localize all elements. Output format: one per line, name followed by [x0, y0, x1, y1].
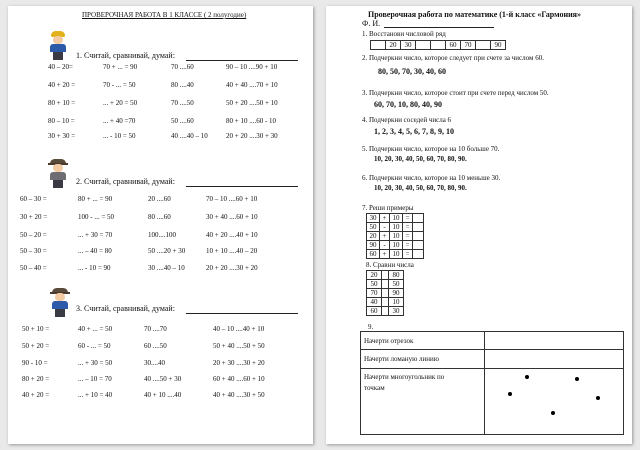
- grid-cell: 50 + 10 =: [22, 325, 50, 333]
- example-cell: 60: [367, 250, 380, 259]
- q6-answer: 10, 20, 30, 40, 50, 60, 70, 80, 90.: [374, 184, 467, 192]
- number-cell: 30: [401, 41, 416, 50]
- worksheet-page-2: [326, 6, 632, 444]
- compare-cell: 50: [389, 280, 404, 289]
- answer-line: [186, 313, 298, 314]
- grid-cell: 80 ....40: [171, 81, 194, 89]
- example-cell: =: [403, 232, 413, 241]
- sign-cell[interactable]: [382, 307, 389, 316]
- grid-cell: 70 – 10 ....60 + 10: [206, 195, 258, 203]
- grid-cell: 40 – 20=: [48, 63, 73, 71]
- q1-prompt: 1. Восстанови числовой ряд: [362, 30, 446, 38]
- grid-cell: 80 + 10 ....60 - 10: [226, 117, 277, 125]
- example-cell: =: [403, 214, 413, 223]
- grid-cell: 50 – 30 =: [20, 247, 47, 255]
- grid-cell: 50 + 40 ....50 + 50: [213, 342, 265, 350]
- task2-heading: 2. Считай, сравнивай, думай:: [76, 177, 175, 186]
- boy-icon: [50, 288, 70, 318]
- grid-cell: 70 ....70: [144, 325, 167, 333]
- grid-cell: 30 + 40 ....60 + 10: [206, 213, 258, 221]
- point-dot: [575, 377, 579, 381]
- answer-line: [186, 60, 298, 61]
- task1-heading: 1. Считай, сравнивай, думай:: [76, 51, 175, 60]
- number-cell: [416, 41, 431, 50]
- point-dot: [551, 411, 555, 415]
- drawing-task-label: Начерти ломаную линию: [361, 350, 485, 369]
- task3-heading: 3. Считай, сравнивай, думай:: [76, 304, 175, 313]
- compare-table: [366, 270, 404, 316]
- grid-cell: 60 ....50: [144, 342, 167, 350]
- grid-cell: ... - 10 = 90: [78, 264, 111, 272]
- drawing-task-label: Начерти отрезок: [361, 332, 485, 350]
- example-cell: 50: [367, 223, 380, 232]
- compare-cell: 80: [389, 271, 404, 280]
- compare-cell: 20: [367, 271, 382, 280]
- q9-prompt: 9.: [368, 323, 374, 331]
- grid-cell: 40 ....40 – 10: [171, 132, 208, 140]
- example-cell: 10: [390, 250, 403, 259]
- grid-cell: 70 ....60: [171, 63, 194, 71]
- grid-cell: 40 ....50 + 30: [144, 375, 182, 383]
- number-cell: [371, 41, 386, 50]
- grid-cell: 100....100: [148, 231, 176, 239]
- grid-cell: 60 - ... = 50: [78, 342, 111, 350]
- example-cell: 10: [390, 223, 403, 232]
- grid-cell: 40 + 40 ....30 + 50: [213, 391, 265, 399]
- example-cell: +: [380, 214, 390, 223]
- boy-icon: [48, 31, 68, 61]
- drawing-area-with-dots[interactable]: [485, 369, 624, 435]
- grid-cell: 60 + 40 ....60 + 10: [213, 375, 265, 383]
- grid-cell: 40 – 10 ....40 + 10: [213, 325, 265, 333]
- grid-cell: 10 + 10 ....40 – 20: [206, 247, 258, 255]
- drawing-task-label-line: Начерти многоугольник по: [364, 373, 445, 381]
- worksheet-page-1: [8, 6, 313, 444]
- grid-cell: ... – 40 = 80: [78, 247, 112, 255]
- grid-cell: 80 – 10 =: [48, 117, 75, 125]
- compare-cell: 30: [389, 307, 404, 316]
- drawing-task-label: [361, 369, 485, 435]
- grid-cell: ... – 10 = 70: [78, 375, 112, 383]
- q4-answer: 1, 2, 3, 4, 5, 6, 7, 8, 9, 10: [374, 127, 454, 136]
- grid-cell: ... + 30 = 70: [78, 231, 113, 239]
- grid-cell: 60 – 30 =: [20, 195, 47, 203]
- grid-cell: ... - 10 = 50: [103, 132, 136, 140]
- sign-cell[interactable]: [382, 289, 389, 298]
- q8-prompt: 8. Сравни числа: [366, 261, 414, 269]
- grid-cell: 80 ....60: [148, 213, 171, 221]
- grid-cell: 20 + 20 ....30 + 20: [206, 264, 258, 272]
- compare-cell: 50: [367, 280, 382, 289]
- grid-cell: 20 + 30 ....30 + 20: [213, 359, 265, 367]
- q3-prompt: 3. Подчеркни число, которое стоит при счете перед числом 50.: [362, 89, 549, 97]
- example-cell: +: [380, 232, 390, 241]
- sign-cell[interactable]: [382, 271, 389, 280]
- q6-prompt: 6. Подчеркни число, которое на 10 меньше 30.: [362, 174, 501, 182]
- answer-line: [186, 186, 298, 187]
- number-cell: 90: [491, 41, 506, 50]
- answer-cell[interactable]: [413, 250, 424, 259]
- grid-cell: 50 + 20 ....50 + 10: [226, 99, 278, 107]
- grid-cell: 80 + ... = 90: [78, 195, 113, 203]
- grid-cell: ... + 40 =70: [103, 117, 136, 125]
- grid-cell: 30 + 30 =: [48, 132, 76, 140]
- drawing-table: [360, 331, 624, 435]
- q7-prompt: 7. Реши примеры: [362, 204, 414, 212]
- grid-cell: 90 – 10 ....90 + 10: [226, 63, 278, 71]
- name-line: [384, 27, 494, 28]
- compare-cell: 70: [367, 289, 382, 298]
- example-cell: =: [403, 250, 413, 259]
- grid-cell: 70 ....50: [171, 99, 194, 107]
- grid-cell: ... + 30 = 50: [78, 359, 113, 367]
- example-cell: 10: [390, 232, 403, 241]
- grid-cell: 30 ....40 – 10: [148, 264, 185, 272]
- example-cell: -: [380, 223, 390, 232]
- grid-cell: 40 + 40 ....70 + 10: [226, 81, 278, 89]
- drawing-area[interactable]: [485, 332, 624, 350]
- q4-prompt: 4. Подчеркни соседей числа 6: [362, 116, 452, 124]
- grid-cell: 50 ....20 + 30: [148, 247, 186, 255]
- point-dot: [525, 375, 529, 379]
- number-cell: 60: [446, 41, 461, 50]
- page2-title: Проверочная работа по математике (1-й класс «Гармония»: [368, 10, 582, 19]
- grid-cell: 50 + 20 =: [22, 342, 50, 350]
- boy-icon: [48, 159, 68, 189]
- grid-cell: 70 - ... = 50: [103, 81, 136, 89]
- compare-cell: 90: [389, 289, 404, 298]
- grid-cell: 50 ....60: [171, 117, 194, 125]
- example-cell: -: [380, 241, 390, 250]
- example-cell: +: [380, 250, 390, 259]
- grid-cell: 80 + 10 =: [48, 99, 76, 107]
- grid-cell: 30....40: [144, 359, 165, 367]
- compare-cell: 60: [367, 307, 382, 316]
- grid-cell: 20 ....60: [148, 195, 171, 203]
- sign-cell[interactable]: [382, 298, 389, 307]
- grid-cell: 100 - ... = 50: [78, 213, 115, 221]
- number-row-table: [370, 40, 506, 50]
- answer-cell[interactable]: [413, 241, 424, 250]
- grid-cell: 90 - 10 =: [22, 359, 48, 367]
- grid-cell: 70 + ... = 90: [103, 63, 138, 71]
- q2-prompt: 2. Подчеркни число, которое следует при счете за числом 60.: [362, 54, 544, 62]
- answer-cell[interactable]: [413, 214, 424, 223]
- example-cell: =: [403, 241, 413, 250]
- grid-cell: ... + 20 = 50: [103, 99, 138, 107]
- point-dot: [596, 396, 600, 400]
- number-cell: [476, 41, 491, 50]
- page1-title: ПРОВЕРОЧНАЯ РАБОТА В 1 КЛАССЕ ( 2 полугодие): [82, 11, 247, 19]
- example-cell: 30: [367, 214, 380, 223]
- grid-cell: 50 – 20 =: [20, 231, 47, 239]
- name-label: Ф. И.: [362, 19, 381, 28]
- q3-answer: 60, 70, 10, 80, 40, 90: [374, 100, 442, 109]
- drawing-task-label-line: точкам: [364, 384, 385, 392]
- q5-answer: 10, 20, 30, 40, 50, 60, 70, 80, 90.: [374, 155, 467, 163]
- number-cell: 20: [386, 41, 401, 50]
- point-dot: [508, 392, 512, 396]
- example-cell: 10: [390, 214, 403, 223]
- example-cell: 10: [390, 241, 403, 250]
- drawing-area[interactable]: [485, 350, 624, 369]
- number-cell: 70: [461, 41, 476, 50]
- grid-cell: 80 + 20 =: [22, 375, 50, 383]
- answer-cell[interactable]: [413, 232, 424, 241]
- grid-cell: 40 + ... = 50: [78, 325, 113, 333]
- grid-cell: 40 + 20 =: [22, 391, 50, 399]
- sign-cell[interactable]: [382, 280, 389, 289]
- grid-cell: 50 – 40 =: [20, 264, 47, 272]
- example-cell: 90: [367, 241, 380, 250]
- compare-cell: 10: [389, 298, 404, 307]
- grid-cell: 40 + 10 ....40: [144, 391, 182, 399]
- grid-cell: 40 + 20 =: [48, 81, 76, 89]
- examples-table: [366, 213, 424, 259]
- answer-cell[interactable]: [413, 223, 424, 232]
- q5-prompt: 5. Подчеркни число, которое на 10 больше 70.: [362, 145, 500, 153]
- grid-cell: 40 + 20 ....40 + 10: [206, 231, 258, 239]
- grid-cell: 30 + 20 =: [20, 213, 48, 221]
- example-cell: 20: [367, 232, 380, 241]
- compare-cell: 40: [367, 298, 382, 307]
- number-cell: [431, 41, 446, 50]
- example-cell: =: [403, 223, 413, 232]
- grid-cell: 20 + 20 ....30 + 30: [226, 132, 278, 140]
- grid-cell: ... + 10 = 40: [78, 391, 113, 399]
- q2-answer: 80, 50, 70, 30, 40, 60: [378, 67, 446, 76]
